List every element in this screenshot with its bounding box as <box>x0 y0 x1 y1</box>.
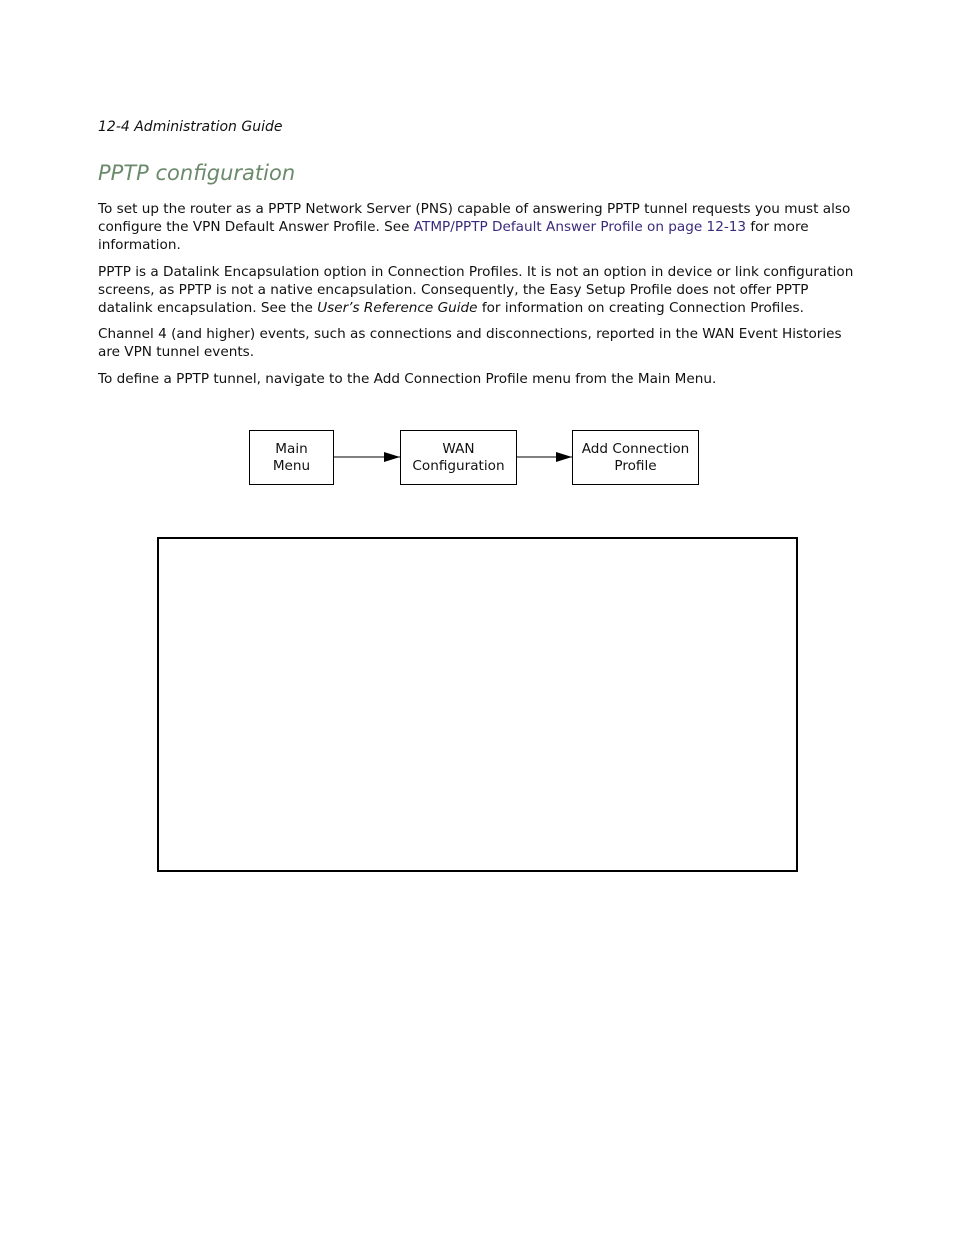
flow-box-main-menu <box>249 430 334 485</box>
paragraph-define-tunnel: To define a PPTP tunnel, navigate to the Add Connection Profile menu from the Main Menu. <box>98 371 717 387</box>
flow-box-label: Add Connection Profile <box>581 440 690 474</box>
paragraph-text: for information on creating Connection Profiles. <box>477 300 804 316</box>
paragraph-text: PPTP is a Datalink Encapsulation option in Connection Profiles. It is not an option in device or link configuration screens, as PPTP is not a native encapsulation. Consequently, the Easy Setup Profile does not offer PPTP datalink encapsulation. See the <box>98 264 854 316</box>
flow-box-add-connection-profile <box>572 430 699 485</box>
section-title: PPTP configuration <box>98 161 296 185</box>
flow-box-wan-configuration <box>400 430 517 485</box>
screen-capture-frame <box>157 537 798 872</box>
paragraph-text: for more information. <box>98 219 809 253</box>
paragraph-channel-events: Channel 4 (and higher) events, such as connections and disconnections, reported in the WAN Event Histories are VPN tunnel events. <box>98 326 842 360</box>
paragraph-datalink-encapsulation <box>98 263 858 317</box>
paragraph-pns-setup <box>98 200 858 254</box>
paragraph-text: To set up the router as a PPTP Network Server (PNS) capable of answering PPTP tunnel requests you must also configure the VPN Default Answer Profile. See <box>98 201 851 235</box>
guide-title: User’s Reference Guide <box>317 300 478 316</box>
cross-reference-link[interactable]: ATMP/PPTP Default Answer Profile on page 12-13 <box>413 219 747 235</box>
running-header: 12-4 Administration Guide <box>98 119 283 135</box>
flow-box-label: Main Menu <box>272 440 311 474</box>
flow-box-label: WAN Configuration <box>412 440 505 474</box>
